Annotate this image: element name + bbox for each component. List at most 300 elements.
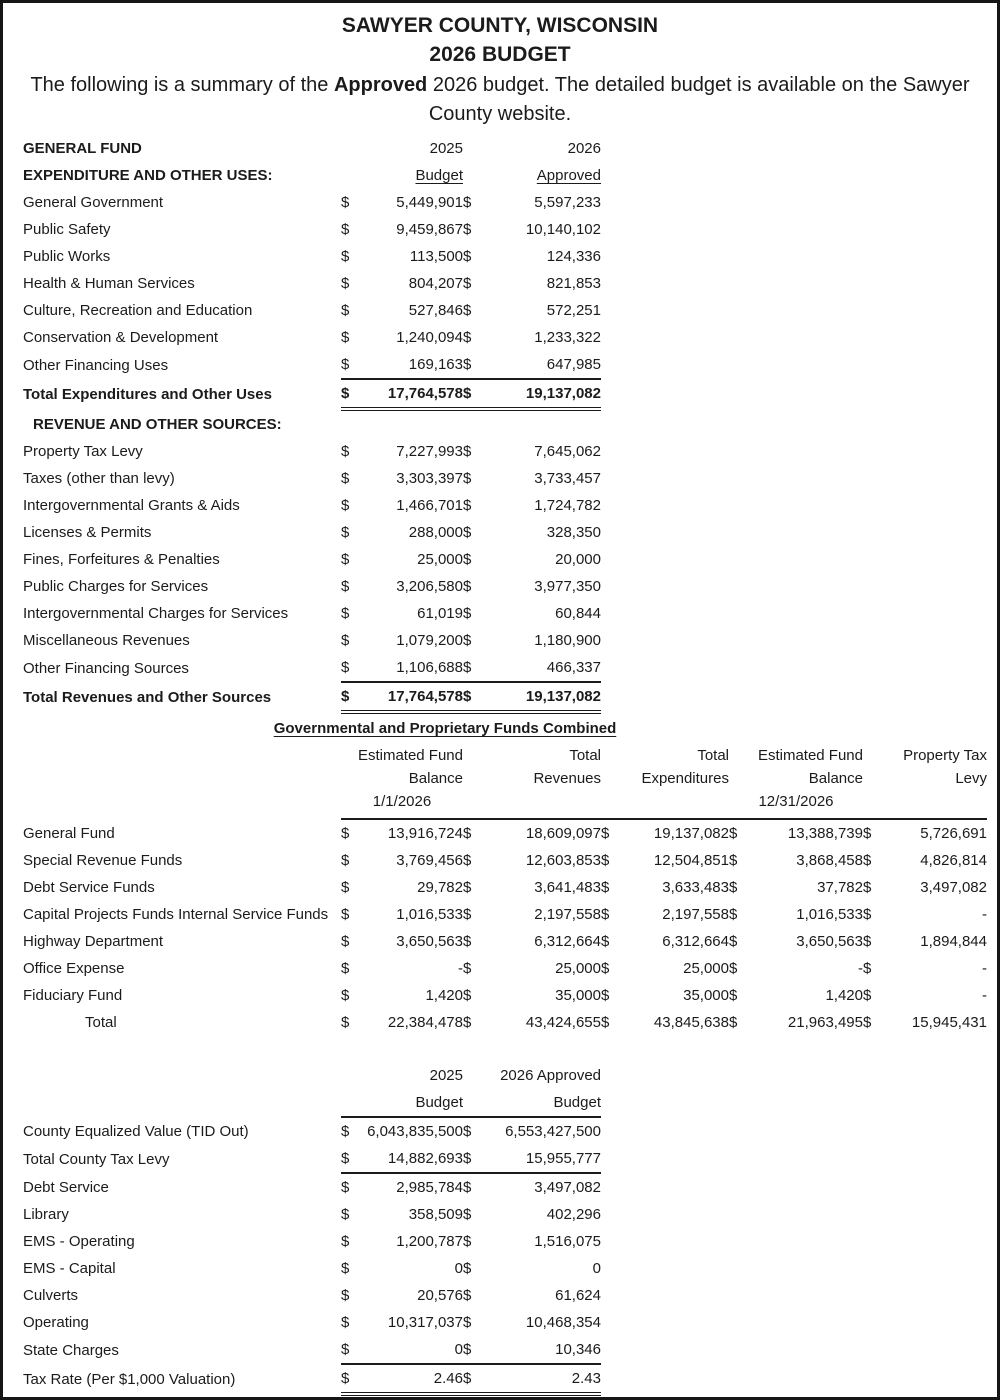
currency-symbol: $ [463,1314,472,1331]
currency-symbol: $ [863,825,872,842]
row-label: Debt Service [23,1178,109,1196]
currency-symbol: $ [463,356,472,373]
currency-symbol: $ [341,194,350,211]
currency-symbol: $ [341,1314,350,1331]
spacer-cell [23,1062,341,1089]
currency-symbol: $ [463,1233,472,1250]
currency-symbol: $ [463,933,472,950]
row-label: Culverts [23,1287,79,1304]
cell-value: 3,497,082 [920,879,987,896]
row-label: Total County Tax Levy [23,1150,170,1168]
cell-value: 3,733,457 [534,470,601,487]
header-line: Levy [955,770,987,787]
currency-symbol: $ [341,960,350,977]
cell-value: 2.43 [481,1364,601,1394]
currency-symbol: $ [601,933,610,950]
currency-symbol: $ [463,443,472,460]
levy-header-row-years [23,1062,601,1089]
cell-value: 37,782 [817,879,863,896]
cell-value: 35,000 [555,987,601,1004]
page-subtitle: 2026 BUDGET [429,43,571,66]
cell-value: 821,853 [546,275,601,292]
cell-value: 18,609,097 [525,825,601,842]
tax-levy-table [23,1062,601,1396]
cell-value: 7,645,062 [534,443,601,460]
cell-value: 124,336 [546,248,601,265]
column-header-2025: 2025 [429,140,463,157]
header-line: Expenditures [641,770,729,787]
row-label: Highway Department [23,933,164,950]
header-line: Balance [808,770,863,787]
currency-symbol: $ [863,960,872,977]
currency-symbol: $ [601,852,610,869]
cell-value: 6,312,664 [662,933,729,950]
table-row [23,928,987,955]
cell-value: 19,137,082 [481,682,601,712]
cell-value: 5,597,233 [534,194,601,211]
intro-text-suffix: 2026 budget. The detailed budget is available on the Sawyer County website. [427,74,970,125]
currency-symbol: $ [341,1287,350,1304]
cell-value: 402,296 [546,1206,601,1223]
cell-value: - [982,960,987,977]
cell-value: 3,650,563 [796,933,863,950]
spacer-cell [341,1089,355,1117]
combined-funds-header-row [23,744,987,819]
cell-value: 10,317,037 [387,1314,463,1331]
row-label: Conservation & Development [23,329,219,346]
approved-label: Approved [536,167,601,184]
section-heading: REVENUE AND OTHER SOURCES: [33,416,282,433]
table-row [23,1009,987,1036]
combined-column-header [863,744,987,819]
cell-value: 169,163 [408,356,463,373]
currency-symbol: $ [463,221,472,238]
currency-symbol: $ [463,379,481,409]
row-label: Public Works [23,248,111,265]
levy-header-row-subs [23,1089,601,1117]
intro-text-approved: Approved [333,74,428,96]
currency-symbol: $ [729,933,738,950]
currency-symbol: $ [341,1260,350,1277]
currency-symbol: $ [341,275,350,292]
cell-value: 61,624 [555,1287,601,1304]
table-row [23,270,601,297]
currency-symbol: $ [463,825,472,842]
cell-value: 25,000 [417,551,463,568]
currency-symbol: $ [729,825,738,842]
cell-value: 12,603,853 [525,852,601,869]
row-label: Miscellaneous Revenues [23,632,190,649]
cell-value: 1,200,787 [396,1233,463,1250]
currency-symbol: $ [463,1287,472,1304]
currency-symbol: $ [463,852,472,869]
currency-symbol: $ [463,524,472,541]
row-label: Library [23,1206,69,1223]
table-row [23,409,601,438]
cell-value: 1,233,322 [534,329,601,346]
currency-symbol: $ [463,906,472,923]
currency-symbol: $ [463,194,472,211]
currency-symbol: $ [463,302,472,319]
currency-symbol: $ [341,1233,350,1250]
cell-value: 527,846 [408,302,463,319]
header-line: 1/1/2026 [372,793,432,810]
row-label: General Government [23,194,164,211]
currency-symbol: $ [463,659,472,676]
currency-symbol: $ [863,933,872,950]
currency-symbol: $ [341,1206,350,1223]
currency-symbol: $ [341,659,350,676]
table-row [23,847,987,874]
currency-symbol: $ [463,960,472,977]
currency-symbol: $ [463,1123,472,1140]
cell-value: 1,180,900 [534,632,601,649]
row-label: Property Tax Levy [23,443,143,460]
cell-value: 466,337 [546,659,601,676]
cell-value: 17,764,578 [355,682,463,712]
cell-value: 15,955,777 [481,1145,601,1173]
cell-value: 35,000 [683,987,729,1004]
table-row [23,189,601,216]
currency-symbol: $ [341,497,350,514]
currency-symbol: $ [341,1123,350,1140]
cell-value: 17,764,578 [355,379,463,409]
currency-symbol: $ [341,551,350,568]
cell-value: - [858,960,863,977]
cell-value: 19,137,082 [653,825,729,842]
row-label: Fiduciary Fund [23,987,123,1004]
currency-symbol: $ [341,1014,350,1031]
spacer-cell [341,135,355,162]
cell-value: 1,420 [425,987,463,1004]
cell-value: 15,945,431 [911,1014,987,1031]
row-label: Other Financing Uses [23,356,169,374]
currency-symbol: $ [463,632,472,649]
cell-value: 2,197,558 [534,906,601,923]
currency-symbol: $ [341,329,350,346]
combined-column-header [601,744,729,819]
cell-value: 20,576 [417,1287,463,1304]
currency-symbol: $ [601,825,610,842]
header-line: Property Tax [903,747,987,764]
cell-value: 1,016,533 [396,906,463,923]
table-row [23,379,601,409]
spacer-cell [23,1089,341,1117]
currency-symbol: $ [863,987,872,1004]
table-row [23,465,601,492]
currency-symbol: $ [463,470,472,487]
cell-value: 3,633,483 [662,879,729,896]
currency-symbol: $ [729,879,738,896]
spacer-cell [341,1062,355,1089]
currency-symbol: $ [341,632,350,649]
currency-symbol: $ [601,1014,610,1031]
table-row [23,1228,601,1255]
cell-value: 10,140,102 [525,221,601,238]
table-row [23,573,601,600]
currency-symbol: $ [463,1206,472,1223]
page-title: SAWYER COUNTY, WISCONSIN [341,14,659,37]
currency-symbol: $ [341,524,350,541]
currency-symbol: $ [341,933,350,950]
spacer-cell [463,135,481,162]
table-row [23,682,601,712]
currency-symbol: $ [463,275,472,292]
currency-symbol: $ [463,987,472,1004]
row-label: Total [85,1014,117,1031]
cell-value: 43,845,638 [653,1014,729,1031]
cell-value: 5,726,691 [920,825,987,842]
cell-value: 29,782 [417,879,463,896]
currency-symbol: $ [463,578,472,595]
cell-value: 1,240,094 [396,329,463,346]
currency-symbol: $ [601,906,610,923]
combined-column-header [463,744,601,819]
currency-symbol: $ [463,1260,472,1277]
cell-value: 19,137,082 [481,379,601,409]
cell-value: 7,227,993 [396,443,463,460]
table-row [23,600,601,627]
currency-symbol: $ [463,248,472,265]
cell-value: 2,197,558 [662,906,729,923]
levy-column-header-2025: 2025 [429,1067,463,1084]
table-row [23,955,987,982]
cell-value: 0 [355,1336,463,1364]
levy-column-header-budget-1: Budget [355,1089,463,1117]
currency-symbol: $ [341,248,350,265]
levy-column-header-2026-approved: 2026 Approved [500,1067,601,1084]
combined-column-header [341,744,463,819]
row-label: Intergovernmental Grants & Aids [23,497,240,514]
table-row [23,654,601,682]
cell-value: 647,985 [546,356,601,373]
currency-symbol: $ [463,1145,481,1173]
cell-value: - [982,987,987,1004]
table-row [23,1309,601,1336]
general-fund-header-row-subs [23,162,601,189]
spacer-cell [463,162,481,189]
cell-value: 13,388,739 [787,825,863,842]
currency-symbol: $ [341,1179,350,1196]
currency-symbol: $ [341,682,355,712]
row-label: Total Revenues and Other Sources [23,688,272,706]
cell-value: 3,977,350 [534,578,601,595]
cell-value: - [982,906,987,923]
header-line: Total [569,747,601,764]
spacer-cell [341,162,355,189]
header-line [863,790,987,813]
currency-symbol: $ [729,1014,738,1031]
table-row [23,438,601,465]
expenditure-heading: EXPENDITURE AND OTHER USES: [23,167,273,184]
table-row [23,216,601,243]
currency-symbol: $ [341,987,350,1004]
row-label: Special Revenue Funds [23,852,183,869]
cell-value: 6,312,664 [534,933,601,950]
table-row [23,901,987,928]
currency-symbol: $ [601,879,610,896]
currency-symbol: $ [463,551,472,568]
header-line [601,790,729,813]
table-row [23,1201,601,1228]
header-line: Revenues [533,770,601,787]
currency-symbol: $ [463,682,481,712]
row-label: Taxes (other than levy) [23,470,175,487]
cell-value: 1,466,701 [396,497,463,514]
cell-value: 3,303,397 [396,470,463,487]
currency-symbol: $ [341,302,350,319]
cell-value: 0 [592,1260,601,1277]
cell-value: 13,916,724 [387,825,463,842]
currency-symbol: $ [729,960,738,977]
levy-column-header-budget-2: Budget [481,1089,601,1117]
cell-value: 60,844 [555,605,601,622]
cell-value: 12,504,851 [653,852,729,869]
currency-symbol: $ [341,1336,355,1364]
header-line: Total [697,747,729,764]
row-label: Fines, Forfeitures & Penalties [23,551,220,568]
intro-paragraph [27,71,973,129]
cell-value: 2,985,784 [396,1179,463,1196]
table-row [23,627,601,654]
row-label: County Equalized Value (TID Out) [23,1122,249,1140]
cell-value: 1,079,200 [396,632,463,649]
general-fund-heading: GENERAL FUND [23,140,142,157]
currency-symbol: $ [341,443,350,460]
cell-value: 3,650,563 [396,933,463,950]
currency-symbol: $ [341,578,350,595]
row-label: State Charges [23,1341,119,1359]
currency-symbol: $ [463,605,472,622]
currency-symbol: $ [863,879,872,896]
cell-value: 804,207 [408,275,463,292]
table-row [23,1282,601,1309]
row-label: Total Expenditures and Other Uses [23,385,272,403]
row-label: EMS - Operating [23,1233,135,1250]
currency-symbol: $ [729,906,738,923]
cell-value: 6,043,835,500 [367,1123,463,1140]
cell-value: 113,500 [409,248,463,265]
row-label: Capital Projects Funds Internal Service Funds [23,906,329,923]
currency-symbol: $ [341,825,350,842]
cell-value: 9,459,867 [396,221,463,238]
currency-symbol: $ [341,379,355,409]
currency-symbol: $ [463,1014,472,1031]
currency-symbol: $ [463,1364,481,1394]
cell-value: 358,509 [408,1206,463,1223]
table-row [23,874,987,901]
currency-symbol: $ [341,906,350,923]
cell-value: 10,346 [481,1336,601,1364]
cell-value: 1,016,533 [796,906,863,923]
table-row [23,324,601,351]
table-row [23,1255,601,1282]
row-label: Other Financing Sources [23,659,189,677]
cell-value: 3,497,082 [534,1179,601,1196]
cell-value: 3,206,580 [396,578,463,595]
table-row [23,546,601,573]
cell-value: 4,826,814 [920,852,987,869]
row-label: Office Expense [23,960,125,977]
row-label: Debt Service Funds [23,879,155,896]
currency-symbol: $ [341,356,350,373]
cell-value: 22,384,478 [387,1014,463,1031]
column-header-2026: 2026 [567,140,601,157]
row-label: General Fund [23,824,115,842]
currency-symbol: $ [341,1145,355,1173]
cell-value: 3,868,458 [796,852,863,869]
row-label: Culture, Recreation and Education [23,302,253,319]
table-row [23,982,987,1009]
cell-value: 20,000 [555,551,601,568]
row-label: Health & Human Services [23,275,195,292]
currency-symbol: $ [863,906,872,923]
table-row [23,1173,601,1201]
currency-symbol: $ [463,879,472,896]
cell-value: 43,424,655 [525,1014,601,1031]
spacer-cell [23,744,341,819]
currency-symbol: $ [341,852,350,869]
row-label: Licenses & Permits [23,524,152,541]
currency-symbol: $ [863,852,872,869]
column-header-approved [481,162,601,189]
cell-value: 1,516,075 [534,1233,601,1250]
combined-column-header [729,744,863,819]
cell-value: 10,468,354 [525,1314,601,1331]
cell-value: 572,251 [546,302,601,319]
row-label: Tax Rate (Per $1,000 Valuation) [23,1370,236,1388]
currency-symbol: $ [729,852,738,869]
cell-value: 6,553,427,500 [505,1123,601,1140]
cell-value: 328,350 [546,524,601,541]
table-row [23,1145,601,1173]
cell-value: 5,449,901 [396,194,463,211]
currency-symbol: $ [341,470,350,487]
row-label: Public Safety [23,221,111,238]
cell-value: 1,724,782 [534,497,601,514]
currency-symbol: $ [463,1179,472,1196]
header-line: Balance [408,770,463,787]
table-row [23,1336,601,1364]
cell-value: 1,894,844 [920,933,987,950]
combined-funds-title: Governmental and Proprietary Funds Combined [273,720,617,737]
column-header-budget [355,162,463,189]
general-fund-table [23,135,601,714]
spacer-cell [463,1062,481,1089]
cell-value: 14,882,693 [355,1145,463,1173]
table-row [23,1117,601,1145]
intro-text-prefix: The following is a summary of the [30,74,334,96]
table-row [23,819,987,847]
table-row [23,519,601,546]
currency-symbol: $ [341,221,350,238]
currency-symbol: $ [863,1014,872,1031]
cell-value: 61,019 [417,605,463,622]
row-label: Intergovernmental Charges for Services [23,605,289,622]
table-row [23,351,601,379]
spacer-cell [463,1089,481,1117]
header-line: Estimated Fund [357,747,463,764]
cell-value: 3,641,483 [534,879,601,896]
budget-label: Budget [415,167,463,184]
currency-symbol: $ [729,987,738,1004]
currency-symbol: $ [341,605,350,622]
currency-symbol: $ [463,329,472,346]
currency-symbol: $ [341,1364,355,1394]
cell-value: - [458,960,463,977]
cell-value: 288,000 [408,524,463,541]
combined-funds-table [23,744,987,1036]
